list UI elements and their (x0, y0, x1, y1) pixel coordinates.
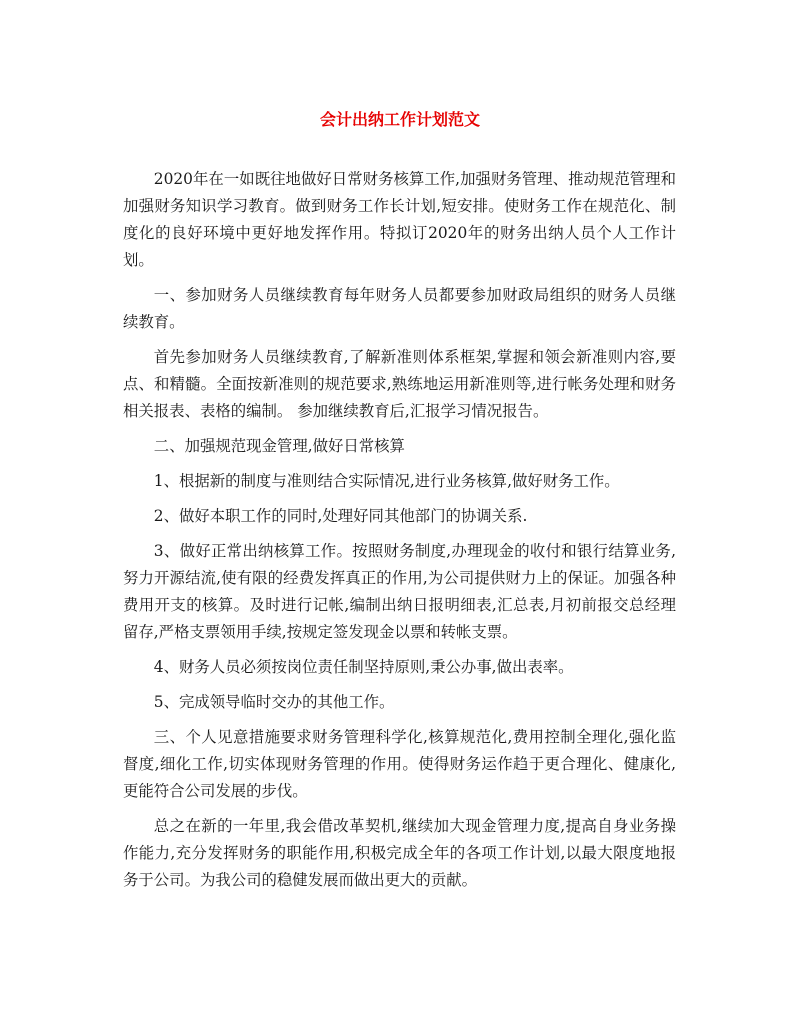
document-body (123, 166, 676, 902)
paragraph-section-2-heading: 二、加强规范现金管理,做好日常核算 (153, 437, 405, 455)
paragraph-item-5: 5、完成领导临时交办的其他工作。 (153, 693, 395, 711)
paragraph-section-1-heading: 一、参加财务人员继续教育每年财务人员都要参加财政局组织的财务人员继续教育。 (123, 286, 676, 331)
paragraph-item-2: 2、做好本职工作的同时,处理好同其他部门的协调关系. (153, 507, 528, 525)
paragraph-item-1: 1、根据新的制度与准则结合实际情况,进行业务核算,做好财务工作。 (153, 472, 620, 490)
paragraph-item-3: 3、做好正常出纳核算工作。按照财务制度,办理现金的收付和银行结算业务,努力开源结流,使有限的经费发挥真正的作用,为公司提供财力上的保证。加强各种费用开支的核算。及时进行记帐,编制出纳日报明细表,汇总表,月初前报交总经理留存,严格支票领用手续,按规定签发现金以票和转帐支票。 (123, 542, 676, 641)
paragraph-section-3: 三、个人见意措施要求财务管理科学化,核算规范化,费用控制全理化,强化监督度,细化工作,切实体现财务管理的作用。使得财务运作趋于更合理化、健康化,更能符合公司发展的步伐。 (123, 728, 676, 800)
paragraph-intro: 2020年在一如既往地做好日常财务核算工作,加强财务管理、推动规范管理和加强财务知识学习教育。做到财务工作长计划,短安排。使财务工作在规范化、制度化的良好环境中更好地发挥作用。特拟订2020年的财务出纳人员个人工作计划。 (123, 170, 676, 269)
document-title: 会计出纳工作计划范文 (319, 110, 480, 129)
paragraph-conclusion: 总之在新的一年里,我会借改革契机,继续加大现金管理力度,提高自身业务操作能力,充分发挥财务的职能作用,积极完成全年的各项工作计划,以最大限度地报务于公司。为我公司的稳健发展而做出更大的贡献。 (123, 817, 676, 889)
paragraph-section-1-body: 首先参加财务人员继续教育,了解新准则体系框架,掌握和领会新准则内容,要点、和精髓。全面按新准则的规范要求,熟练地运用新准则等,进行帐务处理和财务相关报表、表格的编制。 参加继续教育后,汇报学习情况报告。 (123, 348, 676, 420)
paragraph-item-4: 4、财务人员必须按岗位责任制坚持原则,秉公办事,做出表率。 (153, 658, 574, 676)
